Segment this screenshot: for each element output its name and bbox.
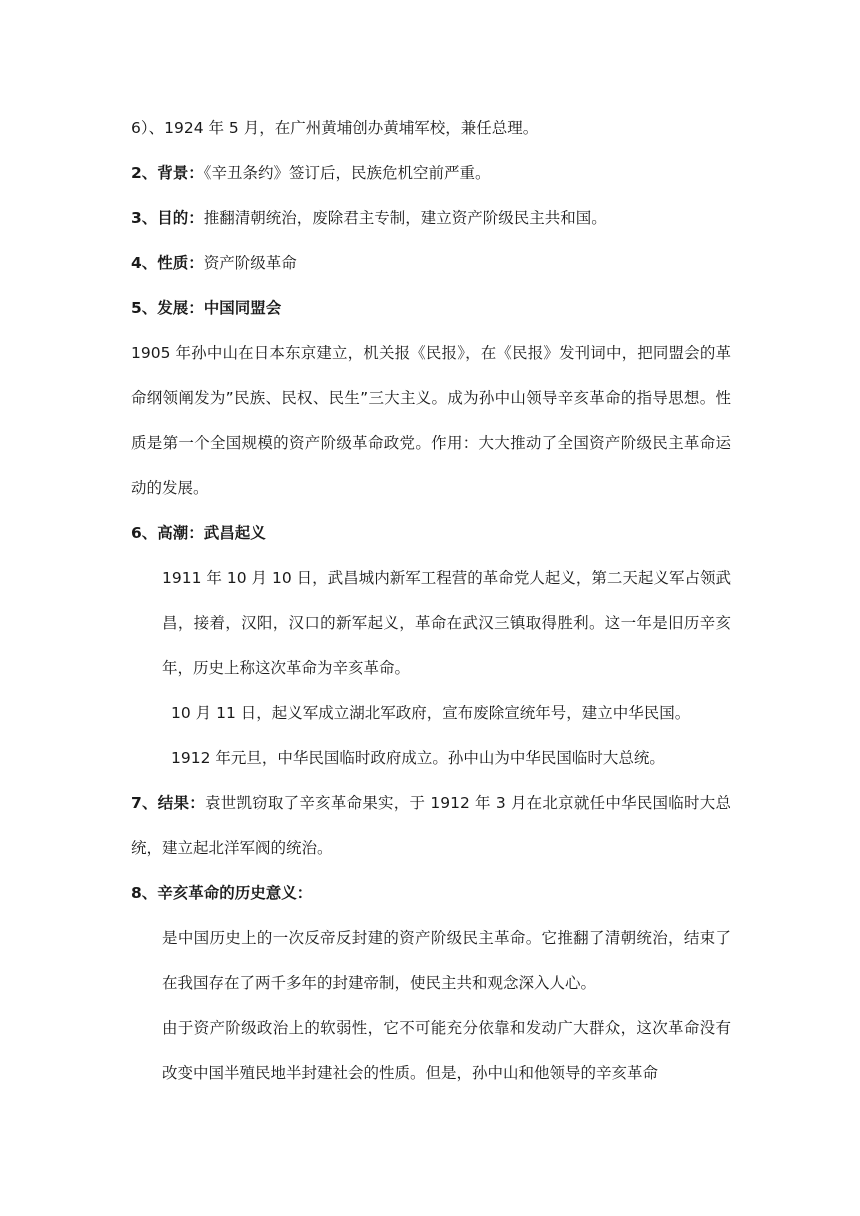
section-text: 推翻清朝统治，废除君主专制，建立资产阶级民主共和国。 bbox=[203, 209, 607, 227]
section-xingzhi bbox=[131, 241, 731, 286]
paragraph-oct11: 10 月 11 日，起义军成立湖北军政府，宣布废除宣统年号，建立中华民国。 bbox=[171, 704, 691, 722]
paragraph-yiyi-2: 由于资产阶级政治上的软弱性，它不可能充分依靠和发动广大群众，这次革命没有改变中国半殖民地半封建社会的性质。但是，孙中山和他领导的辛亥革命 bbox=[162, 1019, 731, 1082]
section-label: 7、结果： bbox=[131, 794, 205, 812]
section-beijing bbox=[131, 151, 731, 196]
section-label: 4、性质： bbox=[131, 254, 204, 272]
section-heading: 6、高潮：武昌起义 bbox=[131, 524, 266, 542]
section-text: 《辛丑条约》签订后，民族危机空前严重。 bbox=[203, 164, 491, 182]
section-fazhan bbox=[131, 286, 731, 331]
section-heading: 8、辛亥革命的历史意义： bbox=[131, 884, 313, 902]
paragraph-wuchang: 1911 年 10 月 10 日，武昌城内新军工程营的革命党人起义，第二天起义军占领武昌，接着，汉阳，汉口的新军起义，革命在武汉三镇取得胜利。这一年是旧历辛亥年，历史上称这次革命为辛亥革命。 bbox=[162, 569, 731, 677]
paragraph-tongmenghui: 1905 年孙中山在日本东京建立，机关报《民报》，在《民报》发刊词中，把同盟会的革命纲领阐发为”民族、民权、民生”三大主义。成为孙中山领导辛亥革命的指导思想。性质是第一个全国规模的资产阶级革命政党。作用：大大推动了全国资产阶级民主革命运动的发展。 bbox=[131, 344, 731, 497]
section-gaochao bbox=[131, 511, 731, 556]
section-text: 资产阶级革命 bbox=[203, 254, 297, 272]
section-jieguo bbox=[131, 781, 731, 871]
section-heading: 5、发展：中国同盟会 bbox=[131, 299, 282, 317]
line-text: 6）、1924 年 5 月，在广州黄埔创办黄埔军校，兼任总理。 bbox=[131, 119, 539, 137]
paragraph-yiyi-1: 是中国历史上的一次反帝反封建的资产阶级民主革命。它推翻了清朝统治，结束了在我国存在了两千多年的封建帝制，使民主共和观念深入人心。 bbox=[162, 929, 731, 992]
document-body bbox=[131, 106, 731, 1096]
paragraph-1912: 1912 年元旦，中华民国临时政府成立。孙中山为中华民国临时大总统。 bbox=[171, 749, 665, 767]
section-label: 2、背景： bbox=[131, 164, 204, 182]
section-yiyi bbox=[131, 871, 731, 916]
section-label: 3、目的： bbox=[131, 209, 204, 227]
text-line-huangpu bbox=[131, 106, 731, 151]
section-mudi bbox=[131, 196, 731, 241]
section-text: 袁世凯窃取了辛亥革命果实，于 1912 年 3 月在北京就任中华民国临时大总统，建立起北洋军阀的统治。 bbox=[131, 794, 731, 857]
